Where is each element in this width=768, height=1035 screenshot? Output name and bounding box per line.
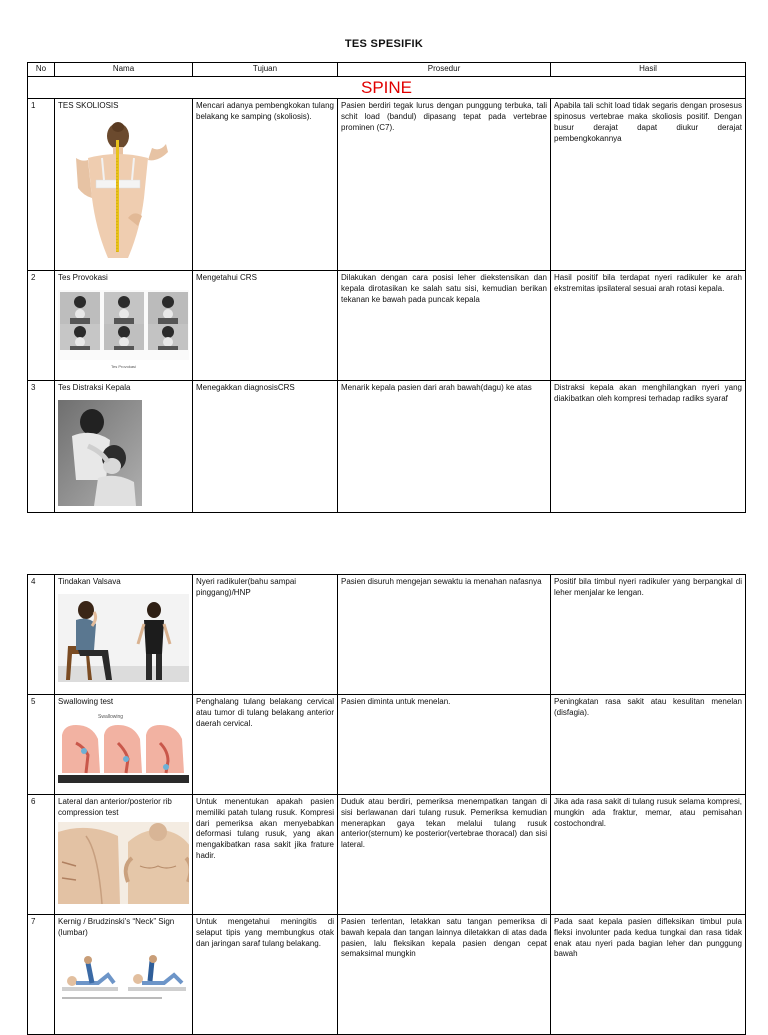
- test-name: Swallowing test: [58, 697, 114, 706]
- prosedur-cell: Menarik kepala pasien dari arah bawah(dagu) ke atas: [338, 381, 551, 513]
- test-name: TES SKOLIOSIS: [58, 101, 119, 111]
- row-number: 2: [28, 271, 55, 381]
- table-row: [28, 695, 746, 795]
- prosedur-cell: Pasien terlentan, letakkan satu tangan pemeriksa di bawah kepala dan tangan lainnya diletakkan di atas dada pasien, lalu fleksikan kepala pasien dengan cepat semaksimal mungkin: [338, 915, 551, 1035]
- table-row: [28, 271, 746, 381]
- page-title: TES SPESIFIK: [344, 38, 424, 50]
- test-name: Tindakan Valsava: [58, 577, 121, 586]
- header-tujuan: Tujuan: [193, 63, 338, 77]
- test-name-cell: [55, 915, 193, 1035]
- test-name: Tes Distraksi Kepala: [58, 383, 131, 393]
- tujuan-cell: Mencari adanya pembengkokan tulang belakang ke samping (skoliosis).: [193, 99, 338, 271]
- image-caption: Swallowing: [98, 713, 124, 720]
- tujuan-cell: Nyeri radikuler(bahu sampai pinggang)/HNP: [193, 575, 338, 695]
- hasil-cell: Pada saat kepala pasien difleksikan timbul pula fleksi involunter pada kedua tungkai dan rasa tidak enak atau nyeri pada bagian leher dan punggung bawah: [551, 915, 746, 1035]
- rib-compression-illustration: [58, 822, 189, 908]
- prosedur-cell: Pasien berdiri tegak lurus dengan punggung terbuka, tali schit load (bandul) dipasang tepat pada vertebrae prominen (C7).: [338, 99, 551, 271]
- provocation-test-photos: [58, 290, 189, 369]
- spesifik-table-part-1: [27, 62, 746, 513]
- hasil-cell: Hasil positif bila terdapat nyeri radikuler ke arah ekstremitas ipsilateral sesuai arah rotasi kepala.: [551, 271, 746, 381]
- test-name-cell: [55, 99, 193, 271]
- kernig-brudzinski-illustration: [58, 953, 189, 1007]
- row-number: 5: [28, 695, 55, 795]
- prosedur-cell: Pasien diminta untuk menelan.: [338, 695, 551, 795]
- prosedur-cell: Pasien disuruh mengejan sewaktu ia menahan nafasnya: [338, 575, 551, 695]
- image-caption: Tes Provokasi: [111, 364, 136, 370]
- swallowing-illustration: [58, 714, 189, 787]
- test-name: Lateral dan anterior/posterior rib compression test: [58, 797, 172, 817]
- test-name: Tes Provokasi: [58, 273, 108, 283]
- row-number: 6: [28, 795, 55, 915]
- section-title: SPINE: [28, 76, 746, 99]
- test-name-cell: [55, 271, 193, 381]
- test-name-cell: [55, 695, 193, 795]
- table-row: [28, 795, 746, 915]
- tujuan-cell: Mengetahui CRS: [193, 271, 338, 381]
- test-name-cell: [55, 795, 193, 915]
- head-distraction-photo: [58, 400, 189, 510]
- table-row: [28, 915, 746, 1035]
- scoliosis-test-photo: [58, 118, 189, 262]
- header-hasil: Hasil: [551, 63, 746, 77]
- tujuan-cell: Untuk menentukan apakah pasien memiliki patah tulang rusuk. Kompresi dari pemeriksa akan menyebabkan deformasi tulang rusuk, yang akan mengakibatkan rasa sakit jika frature hadir.: [193, 795, 338, 915]
- table-header-row: [28, 63, 746, 77]
- test-name-cell: [55, 575, 193, 695]
- spesifik-table-part-2: [27, 574, 746, 1035]
- tujuan-cell: Untuk mengetahui meningitis di selaput tipis yang membungkus otak dan jaringan saraf tulang belakang.: [193, 915, 338, 1035]
- row-number: 7: [28, 915, 55, 1035]
- header-prosedur: Prosedur: [338, 63, 551, 77]
- header-nama: Nama: [55, 63, 193, 77]
- table-row: [28, 99, 746, 271]
- test-name: Kernig / Brudzinski's “Neck” Sign (lumbar): [58, 917, 175, 937]
- table-row: [28, 381, 746, 513]
- tujuan-cell: Menegakkan diagnosisCRS: [193, 381, 338, 513]
- hasil-cell: Apabila tali schit load tidak segaris dengan prosesus spinosus vertebrae maka skoliosis positif. Dengan busur derajat dapat diukur derajat pembengkokannya: [551, 99, 746, 271]
- header-no: No: [28, 63, 55, 77]
- tujuan-cell: Penghalang tulang belakang cervical atau tumor di tulang belakang anterior daerah cervical.: [193, 695, 338, 795]
- prosedur-cell: Dilakukan dengan cara posisi leher diekstensikan dan kepala dirotasikan ke salah satu sisi, kemudian berikan tekanan ke bawah pada puncak kepala: [338, 271, 551, 381]
- valsava-photo: [58, 594, 189, 686]
- row-number: 3: [28, 381, 55, 513]
- table-row: [28, 575, 746, 695]
- hasil-cell: Peningkatan rasa sakit atau kesulitan menelan (disfagia).: [551, 695, 746, 795]
- hasil-cell: Positif bila timbul nyeri radikuler yang berpangkal di leher menjalar ke lengan.: [551, 575, 746, 695]
- hasil-cell: Jika ada rasa sakit di tulang rusuk selama kompresi, mungkin ada fraktur, memar, atau pemisahan costochondral.: [551, 795, 746, 915]
- row-number: 1: [28, 99, 55, 271]
- section-row: [28, 76, 746, 99]
- row-number: 4: [28, 575, 55, 695]
- prosedur-cell: Duduk atau berdiri, pemeriksa menempatkan tangan di sisi berlawanan dari tulang rusuk. Pemeriksa kemudian menerapkan gaya tekan melalui tulang rusuk anterior(sternum) ke posterior(vertebrae thoracal) dan sisi lateral.: [338, 795, 551, 915]
- test-name-cell: [55, 381, 193, 513]
- hasil-cell: Distraksi kepala akan menghilangkan nyeri yang diakibatkan oleh kompresi terhadap radiks syaraf: [551, 381, 746, 513]
